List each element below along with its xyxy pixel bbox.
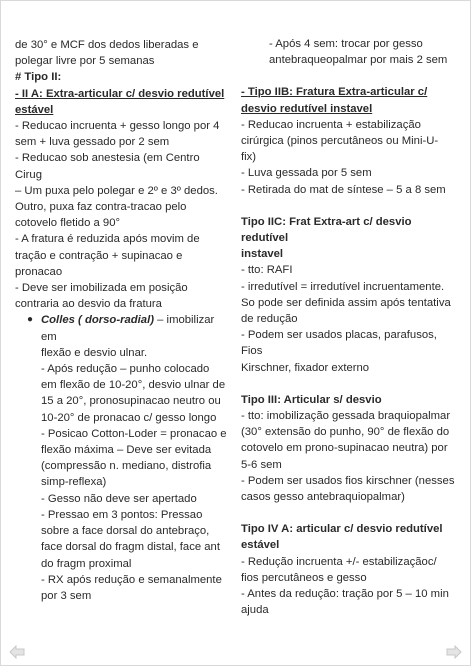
text-line: Kirschner, fixador externo: [241, 361, 370, 374]
text-line: - irredutível = irredutível incruentamente.: [241, 280, 445, 293]
text-line: pronacao: [15, 265, 63, 278]
spacer: [241, 505, 461, 521]
text-line: flexão máxima – Deve ser evitada: [41, 444, 212, 457]
heading-iii: Tipo III: Articular s/ desvio: [241, 393, 382, 406]
text-line: (30° extensão do punho, 90° de flexão do: [241, 426, 450, 439]
text-line: simp-reflexa): [41, 476, 107, 489]
text-line: (compressão n. mediano, distrofia: [41, 460, 212, 473]
text-line: - Deve ser imobilizada em posição: [15, 282, 188, 295]
heading-iic-cont: instavel: [241, 248, 284, 261]
text-line: - Antes da redução: tração por 5 – 10 min: [241, 588, 449, 601]
text-line: So pode ser definida assim após tentativa: [241, 296, 451, 309]
text-line: fix): [241, 151, 257, 164]
text-line: - Posicao Cotton-Loder = pronacao e: [41, 427, 227, 440]
text-line: de 30° e MCF dos dedos liberadas e: [15, 39, 199, 51]
text-line: do fragm proximal: [41, 557, 132, 570]
text-line: – Um puxa pelo polegar e 2º e 3º dedos.: [15, 184, 218, 197]
text-line: sem + luva gessado por 2 sem: [15, 136, 170, 149]
text-line: - Reducao incruenta + estabilização: [241, 118, 421, 131]
text-line: - Após redução – punho colocado: [41, 363, 210, 376]
text-line: - tto: RAFI: [241, 264, 293, 277]
colles-term: Colles ( dorso-radial): [41, 314, 154, 327]
text-line: cotovelo fletido a 90°: [15, 217, 121, 230]
text-line: - Após 4 sem: trocar por gesso: [269, 38, 423, 50]
spacer: [241, 376, 461, 392]
text-line: - Retirada do mat de síntese – 5 a 8 sem: [241, 183, 446, 196]
text-line: em flexão de 10-20°, desvio ulnar de: [41, 379, 226, 392]
text-line: contraria ao desvio da fratura: [15, 298, 162, 311]
text-line: - Luva gessada por 5 sem: [241, 167, 372, 180]
bullet-item-colles: [15, 312, 227, 344]
text-line: sobre a face dorsal do antebraço,: [41, 525, 210, 538]
arrow-left-icon[interactable]: [9, 645, 25, 659]
text-line: antebraqueopalmar por mais 2 sem: [269, 54, 448, 67]
text-line: - Gesso não deve ser apertado: [41, 492, 197, 505]
text-line: cotovelo em prono-supinacao neutra) por: [241, 442, 448, 455]
heading-iva-cont: estável: [241, 539, 280, 552]
heading-iia-cont: estável: [15, 103, 54, 116]
text-line: - RX após redução e semanalmente: [41, 573, 222, 586]
text-line: Outro, puxa faz contra-tracao pelo: [15, 201, 187, 214]
text-line: tração e contração + supinacao e: [15, 249, 183, 262]
heading-iia: - II A: Extra-articular c/ desvio redutível: [15, 87, 225, 100]
text-span: – imobilizar em: [41, 314, 215, 343]
text-line: - tto: imobilização gessada braquiopalmar: [241, 410, 451, 423]
text-line: 10-20° de pronacao c/ gesso longo: [41, 411, 217, 424]
text-line: - Podem ser usados fios kirschner (nesses: [241, 474, 455, 487]
text-line: - Pressao em 3 pontos: Pressao: [41, 508, 203, 521]
text-line: ajuda: [241, 604, 269, 617]
bullet-dot-icon: ●: [27, 314, 34, 326]
text-line: 5-6 sem: [241, 458, 282, 471]
text-line: flexão e desvio ulnar.: [41, 346, 148, 359]
arrow-right-icon[interactable]: [446, 645, 462, 659]
text-line: 15 a 20°, pronosupinacao neutro ou: [41, 395, 221, 408]
text-line: por 3 sem: [41, 589, 92, 602]
text-line: - A fratura é reduzida após movim de: [15, 233, 200, 246]
section-heading-tipo-ii: # Tipo II:: [15, 71, 62, 84]
right-column: [241, 37, 461, 619]
heading-iib: - Tipo IIB: Fratura Extra-articular c/: [241, 86, 428, 99]
text-line: cirúrgica (pinos percutâneos ou Mini-U-: [241, 135, 439, 148]
text-line: - Redução incruenta +/- estabilizaçãoc/: [241, 555, 437, 568]
text-line: - Reducao incruenta + gesso longo por 4: [15, 120, 220, 133]
text-line: polegar livre por 5 semanas: [15, 55, 155, 68]
text-line: fios percutâneos e gesso: [241, 571, 367, 584]
heading-iib-cont: desvio redutível instavel: [241, 102, 373, 115]
text-line: casos gesso antebraquiopalmar): [241, 491, 405, 504]
spacer: [241, 68, 461, 84]
spacer: [241, 198, 461, 214]
text-line: - Reducao sob anestesia (em Centro Cirug: [15, 152, 200, 181]
heading-iic: Tipo IIC: Frat Extra-art c/ desvio redutível: [241, 215, 412, 245]
text-line: - Podem ser usados placas, parafusos, Fios: [241, 329, 437, 358]
text-line: de redução: [241, 313, 298, 326]
left-column: [15, 37, 227, 604]
heading-iva: Tipo IV A: articular c/ desvio redutível: [241, 523, 443, 536]
text-line: face dorsal do fragm distal, face ant: [41, 541, 220, 554]
